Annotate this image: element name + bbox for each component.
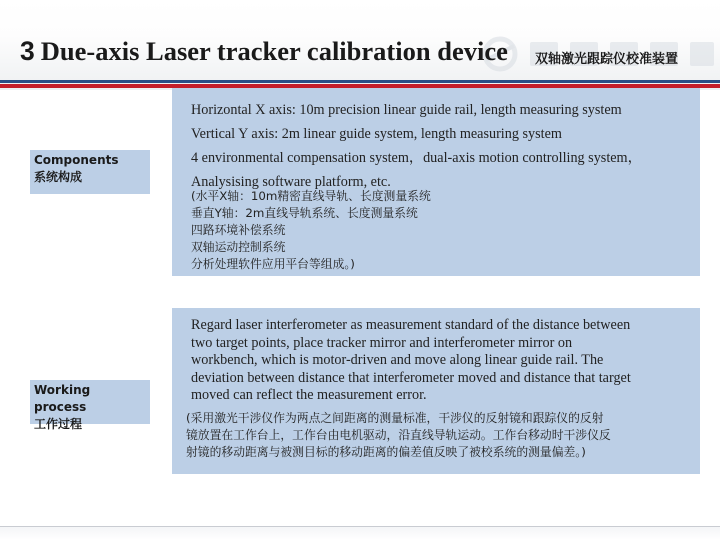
components-label [30, 150, 150, 194]
text-line: Analysising software platform, etc. [191, 174, 391, 190]
footer-band [0, 527, 720, 540]
page-title: 3 Due-axis Laser tracker calibration device [20, 36, 508, 66]
slide-header [0, 0, 720, 90]
text-line: moved can reflect the measurement error. [191, 387, 427, 404]
components-description-en [191, 98, 701, 194]
working-process-description-en [191, 317, 696, 405]
text-line: 四路环境补偿系统 [191, 223, 286, 237]
components-label-en: Components [34, 153, 119, 167]
components-description-cn [191, 188, 431, 273]
components-label-cn: 系统构成 [34, 170, 83, 184]
header-divider-dark [0, 80, 720, 83]
text-line: Horizontal X axis: 10m precision linear guide rail, length measuring system [191, 102, 622, 118]
text-line: Regard laser interferometer as measurement standard of the distance between [191, 317, 631, 333]
text-line: 镜放置在工作台上，工作台由电机驱动，沿直线导轨运动。工作台移动时干涉仪反 [186, 428, 611, 442]
working-process-description-cn [186, 410, 698, 461]
working-process-panel-extension [172, 468, 700, 474]
text-line: 双轴运动控制系统 [191, 240, 286, 254]
text-line: (采用激光干涉仪作为两点之间距离的测量标准，干涉仪的反射镜和跟踪仪的反射 [186, 411, 604, 425]
text-line: 分析处理软件应用平台等组成。) [191, 257, 355, 271]
working-process-label-en: Working process [34, 383, 91, 414]
working-process-label-cn: 工作过程 [34, 417, 83, 431]
page-title-chinese: 双轴激光跟踪仪校准装置 [535, 52, 679, 67]
text-line: workbench, which is motor-driven and move along linear guide rail. The [191, 352, 604, 369]
text-line: Vertical Y axis: 2m linear guide system, length measuring system [191, 126, 562, 142]
text-line: two target points, place tracker mirror and interferometer mirror on [191, 334, 573, 351]
working-process-label [30, 380, 150, 431]
text-line: 射镜的移动距离与被测目标的移动距离的偏差值反映了被校系统的测量偏差。) [186, 445, 586, 459]
text-line: 4 environmental compensation system，dual-axis motion controlling system， [191, 150, 642, 166]
text-line: 垂直Y轴：2m直线导轨系统、长度测量系统 [191, 206, 418, 220]
text-line: (水平X轴：10m精密直线导轨、长度测量系统 [191, 189, 431, 203]
text-line: deviation between distance that interferometer moved and distance that target [191, 369, 631, 386]
